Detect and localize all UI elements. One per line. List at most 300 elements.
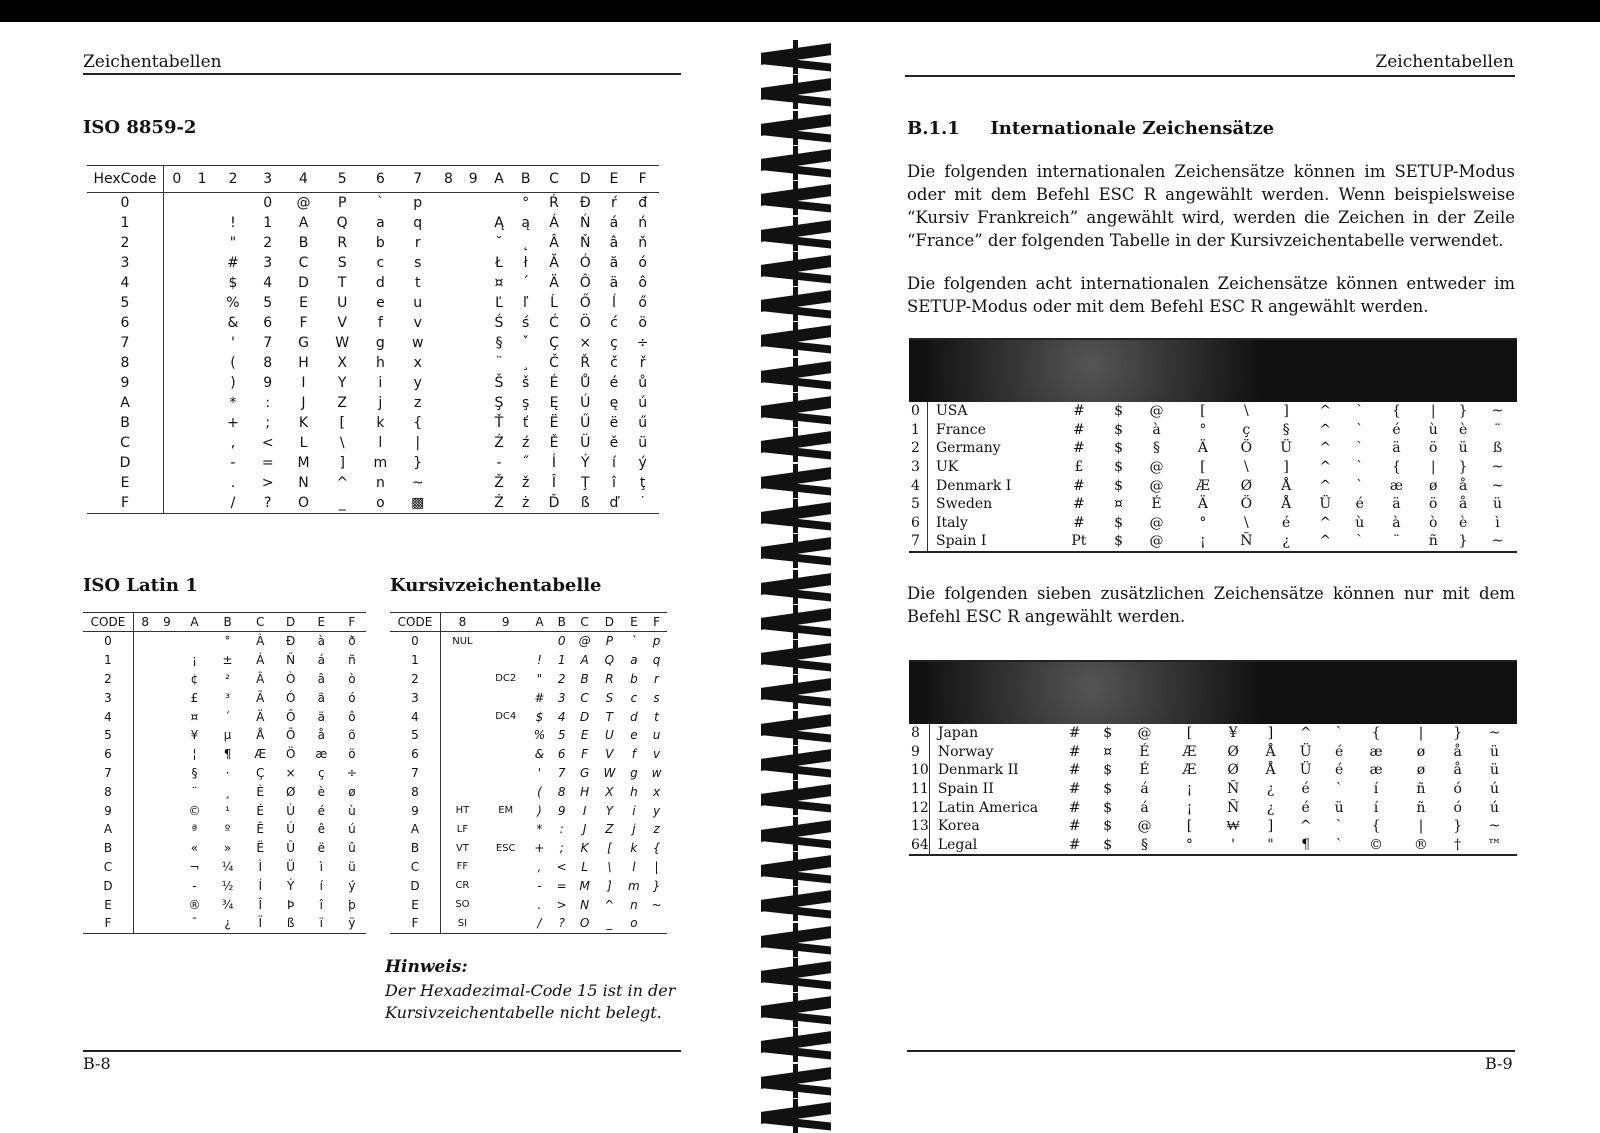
charset-country: USA [936,403,968,420]
char-cell: ü [1493,496,1503,513]
column-header: C [539,166,569,193]
char-cell: ( [537,784,542,799]
char-cell [436,253,461,273]
char-cell: $ [228,275,238,291]
char-cell: © [1369,836,1384,853]
char-cell: Ä [1197,440,1208,457]
char-cell: [ [1186,725,1193,742]
char-cell: ¿ [1266,781,1275,798]
row-code: 9 [390,801,441,820]
binding-ring [755,640,845,674]
charset-number: 0 [909,402,928,421]
char-cell: Ä [549,275,559,291]
char-cell: í [319,878,323,893]
char-cell: M [297,455,310,471]
char-cell: æ [1369,743,1383,760]
row-code: 2 [83,670,134,689]
row-code: 0 [87,193,164,214]
charset-country: Denmark I [936,477,1012,494]
char-cell: % [533,728,546,743]
char-cell: Ø [1227,743,1239,760]
char-cell [190,333,215,353]
char-cell: é [1334,743,1344,760]
row-code: F [83,914,134,933]
char-cell: å [317,728,325,743]
char-cell: à [317,634,325,649]
char-cell: ¿ [1266,799,1275,816]
char-cell: t [654,709,659,724]
char-cell: Ü [1280,440,1293,457]
char-cell [484,651,528,670]
column-header: 0 [164,166,190,193]
char-cell [190,453,215,473]
char-cell: Ł [495,255,503,271]
char-cell: ´ [224,709,231,724]
left-header-rule [83,73,681,75]
char-cell [134,839,157,858]
char-cell: ő [638,295,647,311]
row-code: D [390,876,441,895]
char-cell: Ò [285,671,296,686]
char-cell: Ń [580,215,591,231]
char-cell: ß [569,493,602,514]
row-code: 7 [83,764,134,783]
char-cell: Ó [579,255,591,271]
charset-country: Korea [937,818,980,835]
char-cell: : [265,395,271,411]
row-code: C [87,433,164,453]
char-cell: z [653,822,660,837]
table-row [83,820,366,839]
char-cell: ^ [1319,403,1332,420]
char-cell: ţ [639,475,646,491]
char-cell: @ [1137,725,1152,742]
char-cell: ` [1356,403,1364,420]
char-cell: » [223,841,232,856]
char-cell: Ě [549,435,559,451]
char-cell: J [301,395,306,411]
char-cell [461,333,486,353]
char-cell: $ [1114,533,1124,550]
char-cell: í [1373,781,1379,798]
char-cell: l [632,859,636,874]
binding-ring [755,146,845,180]
char-cell [156,726,177,745]
row-code: 9 [83,801,134,820]
char-cell: ` [1335,818,1343,835]
char-cell: Ñ [1226,799,1240,816]
char-cell: d [375,275,385,291]
table-row [83,651,366,670]
column-header: E [602,166,627,193]
char-cell [461,353,486,373]
table-row [390,632,667,651]
char-cell: ° [1185,836,1193,853]
char-cell: 1 [557,653,566,668]
char-cell: p [652,634,661,649]
char-cell [214,193,251,214]
char-cell [461,293,486,313]
char-cell: ń [638,215,648,231]
table-row [83,670,366,689]
binding-ring [755,534,845,568]
char-cell: Ø [285,784,296,799]
binding-ring [755,570,845,604]
char-cell: î [319,897,323,912]
char-cell: % [226,295,240,311]
char-cell: M [579,878,590,893]
char-cell: č [610,355,618,371]
char-cell [190,253,215,273]
binding-ring [755,252,845,286]
char-cell: ¡ [1186,781,1193,798]
char-cell [436,233,461,253]
charset-country: Japan [937,725,979,742]
charset-country: Spain II [937,781,994,798]
char-cell: # [1073,496,1085,513]
char-cell: ß [1492,440,1503,457]
table-row [390,895,667,914]
char-cell [461,413,486,433]
char-cell: < [261,435,274,451]
char-cell: I [582,803,587,818]
char-cell [436,493,461,514]
char-cell: ° [522,195,530,211]
char-cell [134,876,157,895]
char-cell [441,651,484,670]
char-cell: Ç [256,765,265,780]
binding-ring [755,887,845,921]
char-cell: Ę [549,395,559,411]
char-cell: š [522,375,530,391]
row-code: 1 [390,651,441,670]
char-cell: ¥ [1228,725,1238,742]
char-cell: Î [258,897,262,912]
char-cell: ä [1392,496,1401,513]
table-row [87,493,659,514]
char-cell: ¥ [190,728,199,743]
char-cell: $ [1103,836,1113,853]
char-cell: / [214,493,251,514]
char-cell: ø [1416,743,1426,760]
char-cell: ¾ [221,897,234,912]
char-cell: Ä [256,709,265,724]
char-cell: Ù [286,803,296,818]
char-cell: @ [1149,403,1164,420]
char-cell: = [556,878,567,893]
binding-ring [755,181,845,215]
char-cell: ˛ [522,235,530,251]
char-cell [436,373,461,393]
char-cell [461,213,486,233]
char-cell: L [299,435,308,451]
char-cell: G [298,335,309,351]
char-cell: j [632,822,636,837]
char-cell: ů [638,375,648,391]
char-cell: § [1141,836,1148,853]
char-cell: ) [537,803,542,818]
char-cell: r [654,671,659,686]
charset-number: 13 [911,818,929,835]
char-cell [164,413,190,433]
char-cell [156,876,177,895]
char-cell [134,651,157,670]
char-cell: [ [1200,459,1206,476]
char-cell [134,914,157,933]
char-cell: : [559,822,564,837]
char-cell: [ [339,415,345,431]
char-cell: Ż [486,493,513,514]
char-cell: ü [1458,440,1468,457]
char-cell: c [376,255,385,271]
char-cell: Á [256,653,265,668]
char-cell: N [298,475,309,491]
char-cell: | [1430,459,1436,476]
char-cell: É [1151,496,1162,513]
char-cell: G [579,765,590,780]
char-cell: | [1418,818,1424,835]
char-cell: SO [455,899,470,911]
char-cell: ç [1242,421,1251,438]
char-cell: ^ [1319,440,1332,457]
column-header: E [305,613,338,632]
char-cell [441,782,484,801]
column-header: 7 [399,166,436,193]
char-cell: ñ [1428,533,1438,550]
char-cell [134,782,157,801]
charset-country: Sweden [936,496,993,513]
char-cell: ` [630,634,637,649]
left-page [0,22,740,1132]
char-cell [528,632,552,651]
char-cell: x [652,784,661,799]
char-cell [156,764,177,783]
char-cell: § [1153,440,1160,457]
binding-ring [755,287,845,321]
char-cell: á [1140,799,1149,816]
column-header: HexCode [87,166,164,193]
charset-row [909,532,1517,552]
char-cell: ý [638,455,647,471]
char-cell: ² [225,671,230,686]
char-cell: 5 [557,728,566,743]
row-code: 9 [87,373,164,393]
char-cell: £ [1074,459,1084,476]
char-cell: ý [348,878,356,893]
char-cell: ^ [1319,421,1332,438]
row-code: F [87,493,164,514]
char-cell [190,273,215,293]
table-1-shaded-header [909,338,1517,402]
column-header: 9 [461,166,486,193]
char-cell: ¼ [221,859,234,874]
char-cell: Ø [1227,762,1239,779]
char-cell: \ [1243,514,1249,531]
right-header-rule [905,75,1515,77]
char-cell: * [229,395,237,411]
char-cell [486,193,513,214]
char-cell: ÿ [338,914,366,933]
char-cell: ù [1355,514,1365,531]
binding-ring [755,111,845,145]
binding-ring [755,358,845,392]
char-cell: Ô [579,275,591,291]
char-cell: ø [1416,762,1426,779]
char-cell: Æ [1182,743,1197,760]
char-cell: a [376,215,385,231]
charset-number: 1 [909,421,928,440]
char-cell: V [605,747,614,762]
char-cell: W [335,335,350,351]
char-cell [190,213,215,233]
char-cell: - [192,878,197,893]
char-cell: ä [609,275,619,291]
char-cell [156,858,177,877]
char-cell [436,193,461,214]
char-cell: ł [523,255,528,271]
column-header: C [244,613,277,632]
char-cell [484,632,528,651]
table-row [390,688,667,707]
table-row [87,213,659,233]
char-cell [484,876,528,895]
char-cell: , [230,435,236,451]
char-cell: ¤ [494,275,504,291]
char-cell: ° [224,634,231,649]
char-cell: * [536,822,543,837]
char-cell: Ï [244,914,277,933]
char-cell: u [413,295,423,311]
char-cell [461,233,486,253]
char-cell: O [572,914,597,933]
char-cell: ć [610,315,618,331]
char-cell: Ñ [286,653,296,668]
char-cell: d [630,709,638,724]
char-cell: D [298,275,309,291]
char-cell: Ű [580,415,591,431]
char-cell: ^ [1299,725,1312,742]
char-cell [436,393,461,413]
char-cell: ¡ [192,653,197,668]
char-cell: , [537,859,542,874]
char-cell: ~ [1491,533,1504,550]
char-cell: ¸ [522,355,530,371]
char-cell: A [298,215,309,231]
char-cell: ~ [1491,403,1504,420]
char-cell: Ř [580,355,591,371]
kursiv-title: Kursivzeichentabelle [390,575,602,596]
table-row [390,782,667,801]
table-row [87,253,659,273]
char-cell: ] [1267,725,1274,742]
char-cell: # [1068,799,1081,816]
char-cell: E [299,295,308,311]
char-cell: ; [265,415,271,431]
char-cell: ø [1429,477,1438,494]
table-row [83,876,366,895]
charset-row [909,514,1517,533]
char-cell [436,453,461,473]
char-cell: Ľ [495,295,503,311]
char-cell: U [337,295,348,311]
char-cell: g [630,765,638,780]
char-cell [461,373,486,393]
char-cell: s [653,690,660,705]
char-cell [164,313,190,333]
binding-ring [755,499,845,533]
char-cell: á [609,215,619,231]
char-cell: # [1068,818,1081,835]
char-cell: õ [348,728,356,743]
char-cell [441,764,484,783]
char-cell [461,313,486,333]
char-cell: ë [317,841,325,856]
char-cell: # [1073,403,1085,420]
column-header: E [622,613,646,632]
char-cell [461,473,486,493]
row-code: 0 [83,632,134,651]
char-cell [484,764,528,783]
iso88592-table [87,165,659,514]
international-table-2 [909,660,1517,856]
char-cell: n [630,897,638,912]
char-cell: f [377,315,383,331]
char-cell: è [1458,421,1468,438]
binding-ring [755,852,845,886]
char-cell: ` [1356,459,1364,476]
char-cell: · [225,765,230,780]
charset-row [909,495,1517,514]
row-code: E [83,895,134,914]
latin1-table [83,612,366,934]
char-cell: Ü [580,435,591,451]
char-cell: Ì [258,859,262,874]
char-cell: Ő [579,295,591,311]
section-heading [907,118,1274,139]
table-row [87,433,659,453]
char-cell: { [1392,459,1401,476]
char-cell [156,820,177,839]
char-cell: Ø [1240,477,1253,494]
char-cell: ¨ [191,784,198,799]
char-cell: W [603,765,616,780]
char-cell: 9 [557,803,566,818]
char-cell: Æ [254,747,267,762]
char-cell: Ć [549,315,559,331]
char-cell: Å [1265,743,1276,760]
char-cell: § [495,335,503,351]
kursiv-header-row [390,613,667,632]
char-cell: ŕ [611,195,617,211]
char-cell: ú [1489,799,1499,816]
binding-ring [755,711,845,745]
char-cell [190,293,215,313]
char-cell: ì [319,859,323,874]
char-cell: § [1282,421,1290,438]
char-cell: @ [296,195,311,211]
char-cell: ¤ [190,709,199,724]
char-cell [441,707,484,726]
char-cell [190,493,215,514]
row-code: 5 [87,293,164,313]
char-cell: CR [455,880,470,892]
column-header: D [597,613,622,632]
row-code: F [390,914,441,933]
char-cell: ' [231,335,235,351]
char-cell: ô [638,275,647,291]
char-cell [156,745,177,764]
char-cell: ù [348,803,356,818]
